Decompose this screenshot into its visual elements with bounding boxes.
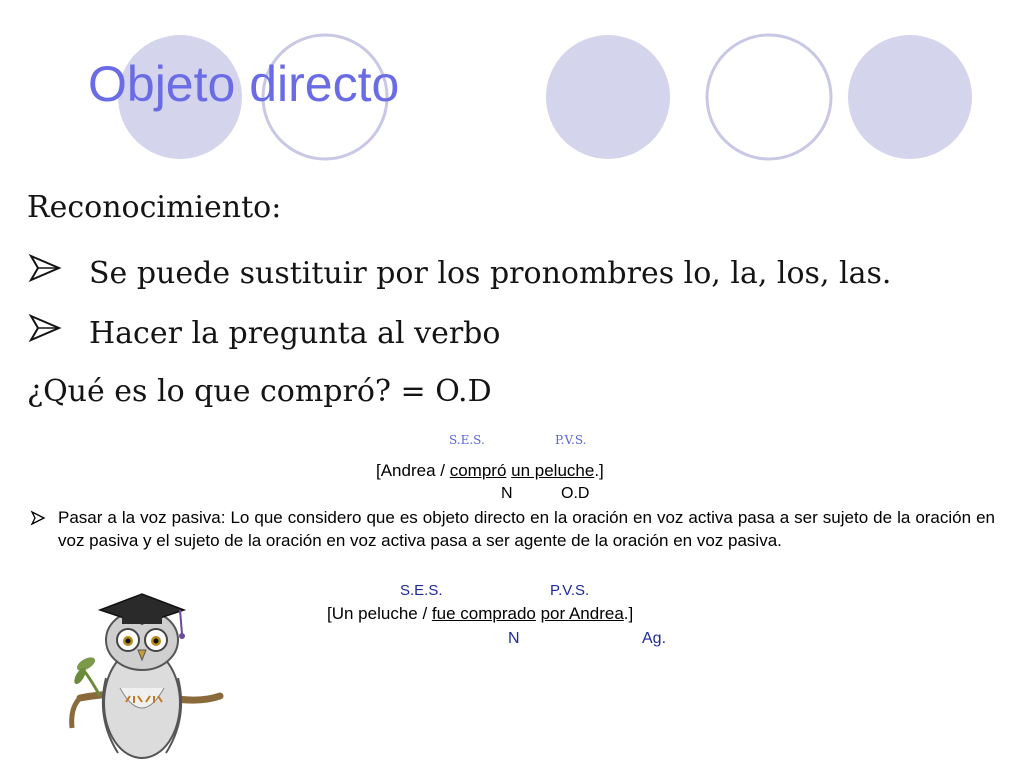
question-line: ¿Qué es lo que compró? = O.D [27, 374, 492, 409]
arrow-bullet-icon [27, 313, 89, 351]
bullet-text: Se puede sustituir por los pronombres lo, la, los, las. [89, 256, 892, 291]
circle-outline-2 [707, 35, 831, 159]
example-sentence-active [376, 461, 604, 481]
circle-filled-3 [848, 35, 972, 159]
function-label-od: O.D [561, 485, 590, 502]
bullet-item [27, 253, 891, 291]
arrow-bullet-icon [30, 506, 50, 532]
sentence-verb: fue comprado [431, 604, 536, 623]
arrow-bullet-icon [27, 253, 89, 291]
sentence-part: [Andrea / [376, 461, 450, 480]
section-heading: Reconocimiento: [27, 190, 282, 225]
function-label-n: N [501, 485, 513, 502]
circle-filled-2 [546, 35, 670, 159]
label-ses: S.E.S. [400, 582, 443, 599]
owl-graduate-icon [60, 578, 225, 768]
function-label-ag: Ag. [642, 630, 667, 647]
label-pvs: P.V.S. [550, 582, 590, 599]
label-pvs: P.V.S. [555, 433, 587, 447]
sentence-part: .] [594, 461, 604, 480]
sentence-object: un peluche [511, 461, 595, 480]
example-sentence-passive [327, 604, 633, 624]
sentence-part: .] [623, 604, 634, 623]
paragraph-text: Pasar a la voz pasiva: Lo que considero que es objeto directo en la oración en voz activa pasa a ser sujeto de la oración en voz pasiva y el sujeto de la oración en voz activa pasa a ser agente de la oración en voz pasiva. [58, 508, 995, 550]
bullet-text: Hacer la pregunta al verbo [89, 316, 501, 351]
function-label-n: N [508, 630, 520, 647]
sentence-verb: compró [449, 461, 507, 480]
slide-title: Objeto directo [88, 56, 400, 112]
sentence-part: [Un peluche / [327, 604, 432, 623]
bullet-item [27, 313, 500, 351]
sentence-agent: por Andrea [540, 604, 624, 623]
passive-paragraph [30, 506, 995, 552]
label-ses: S.E.S. [449, 433, 485, 447]
